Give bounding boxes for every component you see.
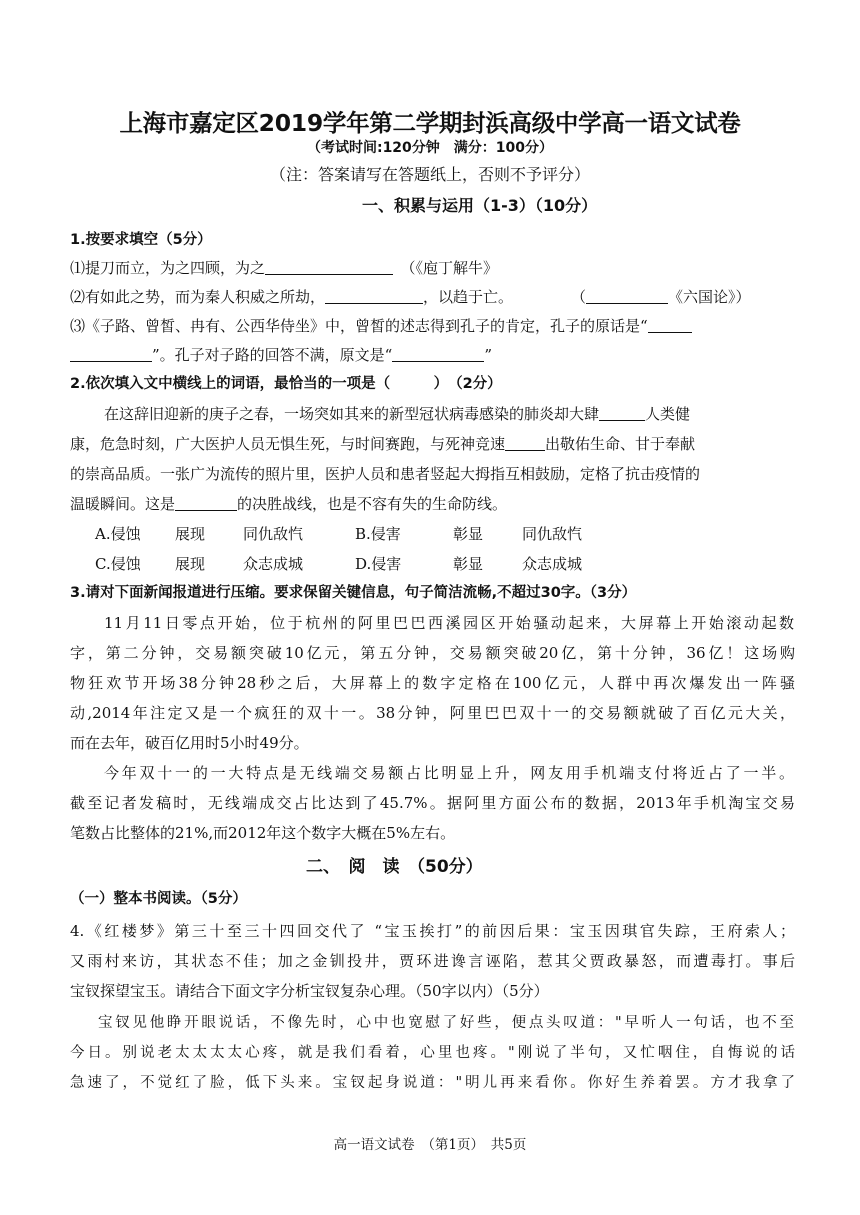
option-d-2: 彰显 bbox=[453, 555, 484, 573]
answer-blank[interactable] bbox=[505, 434, 545, 451]
option-d-1: D.侵害 bbox=[355, 555, 402, 573]
section-heading-1: 一、积累与运用（1-3）（10分） bbox=[362, 196, 598, 215]
question-1-item-1 bbox=[70, 254, 795, 282]
exam-meta: （考试时间:120分钟 满分：100分） bbox=[306, 140, 554, 156]
question-2-line-4: 温暖瞬间。这是 的决胜战线，也是不容有失的生命防线。 bbox=[70, 495, 508, 513]
item-text: ⑵有如此之势，而为秦人积威之所劫， bbox=[70, 288, 326, 306]
question-1-item-2: ⑵有如此之势，而为秦人积威之所劫， ，以趋于亡。 （ 《六国论》） bbox=[70, 288, 751, 306]
question-1-heading: 1.按要求填空（5分） bbox=[70, 232, 212, 248]
answer-blank[interactable] bbox=[325, 287, 423, 304]
news-line: 11月11日零点开始，位于杭州的阿里巴巴西溪园区开始骚动起来，大屏幕上开始滚动起数 bbox=[104, 614, 794, 632]
option-b-1: B.侵害 bbox=[355, 525, 401, 543]
answer-blank[interactable] bbox=[265, 258, 393, 275]
question-1-item-3 bbox=[70, 312, 795, 340]
option-b-3: 同仇敌忾 bbox=[522, 525, 583, 543]
passage-line: 宝钗见他睁开眼说话，不像先时，心中也宽慰了好些，便点头叹道："早听人一句话，也不至 bbox=[98, 1015, 794, 1031]
question-4-line: 宝钗探望宝玉。请结合下面文字分析宝钗复杂心理。（50字以内）（5分） bbox=[70, 982, 549, 1000]
news-line: 动,2014年注定又是一个疯狂的双十一。38分钟，阿里巴巴双十一的交易额就破了百亿元大关， bbox=[70, 704, 795, 722]
option-a-2: 展现 bbox=[175, 525, 206, 543]
news-line: 截至记者发稿时，无线端成交占比达到了45.7%。据阿里方面公布的数据，2013年手机淘宝交易 bbox=[70, 794, 795, 812]
question-3-heading: 3.请对下面新闻报道进行压缩。要求保留关键信息，句子简洁流畅,不超过30字。（3分） bbox=[70, 585, 637, 601]
question-2-line-2: 康，危急时刻，广大医护人员无惧生死，与时间赛跑，与死神竞速 出敬佑生命、甘于奉献 bbox=[70, 435, 696, 453]
section-heading-2: 二、 阅 读 （50分） bbox=[306, 857, 483, 877]
option-c-1: C.侵蚀 bbox=[95, 555, 141, 573]
answer-blank[interactable] bbox=[586, 287, 668, 304]
question-1-item-3-cont: ”。孔子对子路的回答不满，原文是“ ” bbox=[70, 341, 795, 369]
question-4-line: 4.《红楼梦》第三十至三十四回交代了 “宝玉挨打”的前因后果：宝玉因琪官失踪，王府索人； bbox=[70, 922, 795, 940]
passage-line: 今日。别说老太太太太心疼，就是我们看着，心里也疼。"刚说了半句，又忙咽住，自悔说的话 bbox=[70, 1045, 795, 1061]
answer-blank[interactable] bbox=[599, 404, 645, 421]
news-line: 物狂欢节开场38分钟28秒之后，大屏幕上的数字定格在100亿元，人群中再次爆发出一阵骚 bbox=[70, 674, 795, 692]
news-line: 今年双十一的一大特点是无线端交易额占比明显上升，网友用手机端支付将近占了一半。 bbox=[104, 764, 794, 782]
exam-note: （注：答案请写在答题纸上，否则不予评分） bbox=[269, 165, 590, 184]
news-line: 而在去年，破百亿用时5小时49分。 bbox=[70, 734, 309, 752]
subsection-heading-1: （一）整本书阅读。（5分） bbox=[70, 891, 247, 907]
option-c-3: 众志成城 bbox=[243, 555, 304, 573]
item-source: （《庖丁解牛》 bbox=[408, 259, 499, 277]
answer-blank[interactable] bbox=[648, 316, 692, 333]
news-line: 字，第二分钟，交易额突破10亿元，第五分钟，交易额突破20亿，第十分钟，36亿！这场购 bbox=[70, 644, 795, 662]
question-2-line-1: 在这辞旧迎新的庚子之春，一场突如其来的新型冠状病毒感染的肺炎却大肆 人类健 bbox=[104, 405, 691, 423]
news-line: 笔数占比整体的21%,而2012年这个数字大概在5%左右。 bbox=[70, 824, 456, 842]
option-a-3: 同仇敌忾 bbox=[243, 525, 304, 543]
item-text: ⑴提刀而立，为之四顾，为之 bbox=[70, 259, 266, 277]
question-2-line-3: 的崇高品质。一张广为流传的照片里，医护人员和患者竖起大拇指互相鼓励，定格了抗击疫情的 bbox=[70, 465, 701, 483]
answer-blank[interactable] bbox=[175, 494, 237, 511]
item-text: ”。孔子对子路的回答不满，原文是“ bbox=[152, 346, 393, 364]
option-d-3: 众志成城 bbox=[522, 555, 583, 573]
question-4-line: 又雨村来访，其状态不佳；加之金钏投井，贾环进谗言诬陷，惹其父贾政暴怒，而遭毒打。事后 bbox=[70, 952, 795, 970]
option-c-2: 展现 bbox=[175, 555, 206, 573]
answer-blank[interactable] bbox=[70, 345, 152, 362]
question-2-heading: 2.依次填入文中横线上的词语，最恰当的一项是（ ） （2分） bbox=[70, 376, 502, 392]
item-text: ⑶《子路、曾皙、冉有、公西华侍坐》中，曾皙的述志得到孔子的肯定，孔子的原话是“ bbox=[70, 317, 648, 335]
option-b-2: 彰显 bbox=[453, 525, 484, 543]
exam-title: 上海市嘉定区2019学年第二学期封浜高级中学高一语文试卷 bbox=[119, 109, 741, 137]
option-a-1: A.侵蚀 bbox=[95, 525, 141, 543]
item-text: ，以趋于亡。 bbox=[423, 288, 514, 306]
page-footer: 高一语文试卷 （第1页） 共5页 bbox=[333, 1137, 527, 1153]
item-source: 《六国论》） bbox=[668, 288, 751, 306]
passage-line: 急速了，不觉红了脸，低下头来。宝钗起身说道："明儿再来看你。你好生养着罢。方才我拿了 bbox=[70, 1075, 795, 1091]
answer-blank[interactable] bbox=[392, 345, 484, 362]
